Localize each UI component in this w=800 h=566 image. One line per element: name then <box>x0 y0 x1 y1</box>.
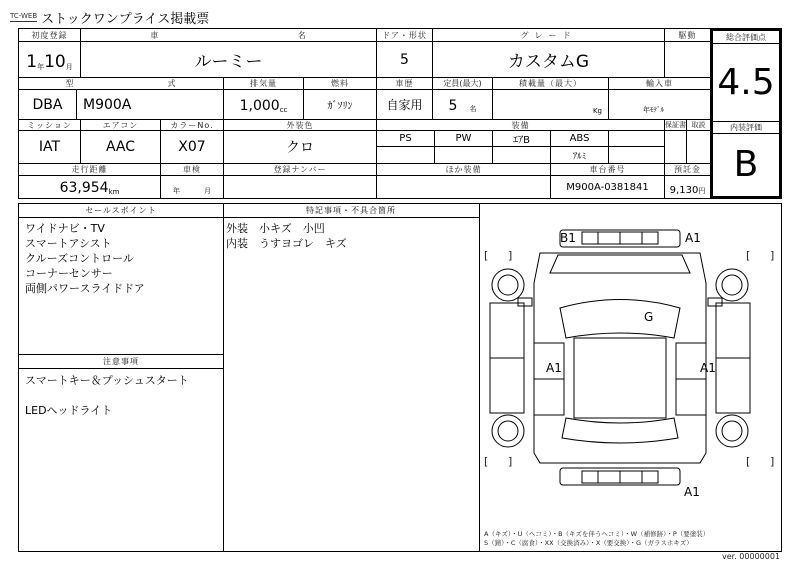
first-reg-month: 10 <box>44 52 66 72</box>
fuel-label: 燃料 <box>304 78 377 90</box>
inspection-label: 車検 <box>161 164 224 176</box>
bracket: ] <box>508 455 513 468</box>
left-column <box>19 204 224 551</box>
drive-value <box>665 42 710 78</box>
model-label <box>19 78 224 90</box>
color-value: X07 <box>161 131 224 164</box>
list-item: 内装 うすヨゴレ キズ <box>226 237 347 250</box>
displacement-label: 排気量 <box>224 78 304 90</box>
first-reg-month-unit: 月 <box>65 63 73 71</box>
inspection-month-unit: 月 <box>204 187 211 195</box>
wheel-rear-left <box>492 415 524 447</box>
spec-table <box>18 28 711 199</box>
list-item: スマートアシスト <box>25 237 112 250</box>
inspection-year-unit: 年 <box>173 187 180 195</box>
list-item: LEDヘッドライト <box>25 404 113 417</box>
exterior-label: 外装色 <box>224 120 377 131</box>
bracket: ] <box>508 249 513 262</box>
car-name: ルーミー <box>81 42 377 78</box>
name-label-a: 車 <box>150 30 160 40</box>
car-diagram <box>478 203 782 552</box>
page-title: ストックワンプライス掲載票 <box>41 11 210 27</box>
bracket: [ <box>746 455 751 468</box>
rear-window <box>562 418 678 443</box>
special-notes-list <box>226 221 347 251</box>
equip-cell: ｴｱB <box>493 131 551 147</box>
load-label: 積載量（最大） <box>493 78 609 90</box>
other-equip-value <box>377 176 551 198</box>
first-reg-value <box>19 42 81 78</box>
chassis-value: M900A-0381841 <box>551 176 665 198</box>
wheel-front-right <box>716 269 748 301</box>
plate-label: 登録ナンバー <box>224 164 377 176</box>
color-label: カラーNo. <box>161 120 224 131</box>
doors-value: 5 <box>377 42 433 78</box>
equip-cell: PS <box>377 131 435 147</box>
roof <box>574 338 666 418</box>
capacity-label: 定員(最大) <box>433 78 493 90</box>
equip-cell: ｱﾙﾐ <box>551 147 609 164</box>
name-label-b: 名 <box>297 30 307 40</box>
list-item: 外装 小キズ 小凹 <box>226 222 325 235</box>
bracket: [ <box>484 455 489 468</box>
special-notes-label: 特記事項・不具合箇所 <box>223 204 479 218</box>
overall-score: 4.5 <box>713 43 779 122</box>
equip-cell <box>609 147 665 164</box>
damage-mark: A1 <box>685 231 701 245</box>
aircon-value: AAC <box>81 131 161 164</box>
manual-label: 取説 <box>687 120 710 131</box>
middle-column <box>223 204 480 551</box>
bracket: ] <box>770 249 775 262</box>
equip-label: 装備 <box>377 120 665 131</box>
wheel-front-left <box>492 269 524 301</box>
model-label-b: 式 <box>167 79 177 88</box>
other-equip-label: ほか装備 <box>377 164 551 176</box>
damage-mark: A1 <box>684 485 700 499</box>
damage-mark: A1 <box>546 361 562 375</box>
mileage-number: 63,954 <box>59 180 109 196</box>
body-outline <box>534 253 706 463</box>
deposit-number: 9,130 <box>669 185 699 196</box>
sales-list <box>25 221 145 296</box>
damage-mark: A1 <box>700 361 716 375</box>
equip-cell <box>435 147 493 164</box>
first-reg-year-unit: 年 <box>37 63 45 71</box>
list-item: ワイドナビ・TV <box>25 222 105 235</box>
deposit-unit: 円 <box>698 187 706 195</box>
list-item <box>25 388 189 403</box>
grade-label: グレード <box>433 29 665 42</box>
bracket: [ <box>746 249 751 262</box>
manual-value <box>687 131 710 164</box>
logo: TC-WEB <box>10 12 38 20</box>
drive-label: 駆動 <box>665 29 710 42</box>
bracket: ] <box>770 455 775 468</box>
model-prefix: DBA <box>19 90 77 120</box>
version: ver. 00000001 <box>722 552 781 561</box>
mileage-value <box>19 176 161 198</box>
first-reg-label: 初度登録 <box>19 29 81 42</box>
score-box <box>710 28 782 199</box>
model-value: M900A <box>77 90 224 120</box>
bracket: [ <box>484 249 489 262</box>
windshield <box>560 300 680 339</box>
equip-cell: ABS <box>551 131 609 147</box>
interior-score: B <box>733 144 759 185</box>
fuel-value: ｶﾞｿﾘﾝ <box>304 90 377 120</box>
displacement-unit: cc <box>279 106 288 114</box>
mission-label: ミッション <box>19 120 81 131</box>
damage-mark: B1 <box>560 231 576 245</box>
header <box>10 8 209 26</box>
interior-score-label: 内装評価 <box>713 121 779 134</box>
left-door-rear <box>534 379 564 415</box>
import-value <box>609 90 710 120</box>
mission-value: IAT <box>19 131 81 164</box>
equip-cell <box>493 147 551 164</box>
displacement-value <box>224 90 304 120</box>
list-item: コーナーセンサー <box>25 267 113 280</box>
plate-value <box>224 176 377 198</box>
equip-cell <box>609 131 665 147</box>
deposit-value <box>665 176 710 198</box>
first-reg-year: 1 <box>26 52 38 72</box>
load-value <box>493 90 609 120</box>
list-item: スマートキー＆プッシュスタート <box>25 374 189 387</box>
mileage-label: 走行距離 <box>19 164 161 176</box>
mileage-unit: km <box>108 188 120 196</box>
inspection-value <box>161 176 224 198</box>
exterior-value: クロ <box>224 131 377 164</box>
import-model-label: 年ﾓﾃﾞﾙ <box>643 106 664 114</box>
aircon-label: エアコン <box>81 120 161 131</box>
name-label <box>81 29 377 42</box>
model-label-a: 型 <box>65 79 75 88</box>
wheel-rear-right <box>716 415 748 447</box>
history-value: 自家用 <box>377 90 433 120</box>
warranty-value <box>665 131 687 164</box>
equip-cell: PW <box>435 131 493 147</box>
sales-label: セールスポイント <box>19 204 223 218</box>
right-door-rear <box>676 379 706 415</box>
left-mirror <box>518 298 532 306</box>
capacity-unit: 名 <box>469 105 477 113</box>
load-unit: Kg <box>592 107 602 115</box>
deposit-label: 預託金 <box>665 164 710 176</box>
doors-label: ドア・形状 <box>377 29 433 42</box>
hood <box>550 255 690 273</box>
damage-mark: G <box>644 310 654 324</box>
history-label: 車歴 <box>377 78 433 90</box>
displacement-number: 1,000 <box>239 98 280 114</box>
import-label: 輸入車 <box>609 78 710 90</box>
equip-cell <box>377 147 435 164</box>
car-outline <box>478 203 782 552</box>
capacity-value <box>433 90 493 120</box>
list-item: 両側パワースライドドア <box>25 282 145 295</box>
grade-value: カスタムG <box>433 42 665 78</box>
overall-score-label: 総合評価点 <box>713 31 779 44</box>
legend-line: A（キズ）・U（ヘコミ）・B（キズを伴うヘコミ）・W（補修跡）・P（要塗装） <box>484 530 710 538</box>
caution-list <box>25 373 189 418</box>
caution-label: 注意事項 <box>19 354 223 369</box>
list-item: クルーズコントロール <box>25 252 134 265</box>
warranty-label: 保証書 <box>665 121 686 129</box>
legend-line: S（錆）・C（腐食）・XX（交換済み）・X（要交換）・G（ガラスホキズ） <box>484 539 693 547</box>
capacity-number: 5 <box>448 98 458 114</box>
right-mirror <box>708 298 722 306</box>
chassis-label: 車台番号 <box>551 164 665 176</box>
